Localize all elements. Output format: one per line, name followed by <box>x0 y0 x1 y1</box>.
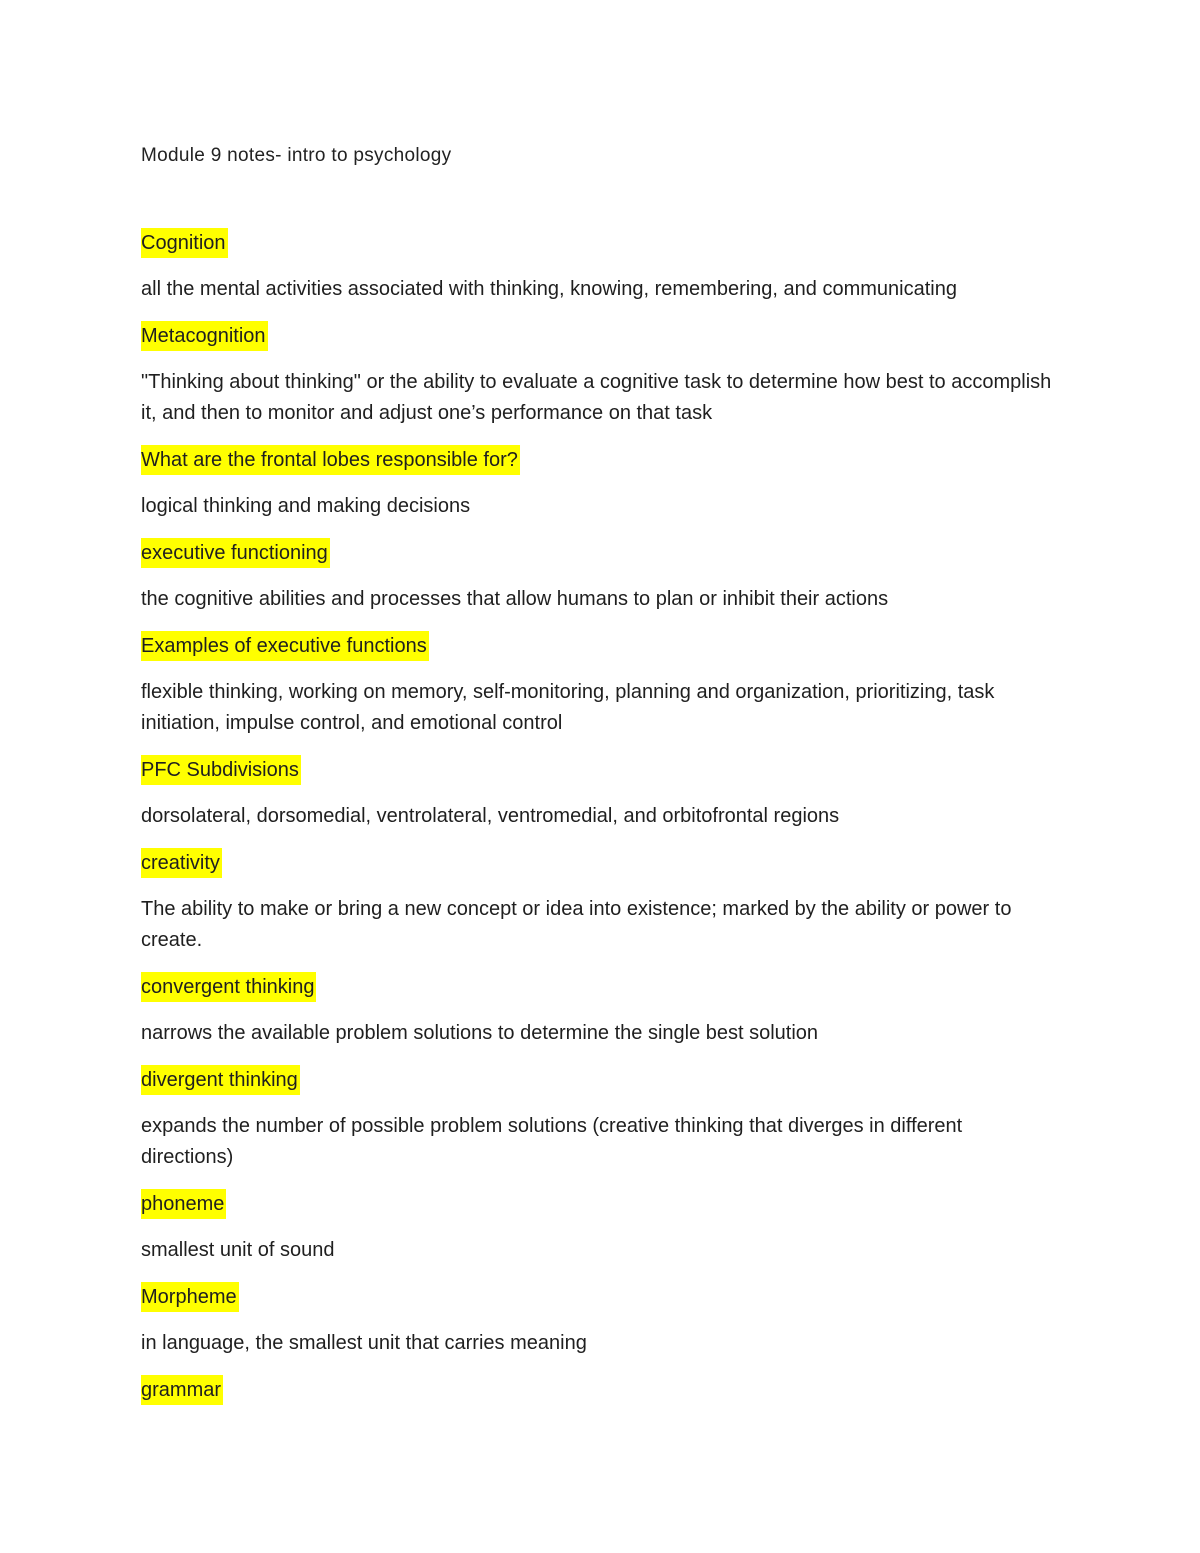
definition-cognition: all the mental activities associated with thinking, knowing, remembering, and communicating <box>141 278 957 300</box>
term-row <box>141 1375 1056 1405</box>
definition-divergent-thinking: expands the number of possible problem solutions (creative thinking that diverges in different directions) <box>141 1115 963 1168</box>
term-divergent-thinking: divergent thinking <box>141 1065 300 1095</box>
term-grammar: grammar <box>141 1375 223 1405</box>
definition-morpheme: in language, the smallest unit that carries meaning <box>141 1332 587 1354</box>
term-creativity: creativity <box>141 848 222 878</box>
definition-pfc-subdivisions: dorsolateral, dorsomedial, ventrolateral, ventromedial, and orbitofrontal regions <box>141 805 840 827</box>
term-row <box>141 445 1056 475</box>
term-metacognition: Metacognition <box>141 321 268 351</box>
term-row <box>141 1282 1056 1312</box>
definition-metacognition: "Thinking about thinking" or the ability to evaluate a cognitive task to determine how best to accomplish it, and then to monitor and adjust one’s performance on that task <box>141 371 1052 424</box>
term-cognition: Cognition <box>141 228 228 258</box>
term-frontal-lobes: What are the frontal lobes responsible for? <box>141 445 520 475</box>
term-morpheme: Morpheme <box>141 1282 239 1312</box>
definition-creativity: The ability to make or bring a new concept or idea into existence; marked by the ability or power to create. <box>141 898 1012 951</box>
term-row <box>141 631 1056 661</box>
term-examples-executive-functions: Examples of executive functions <box>141 631 429 661</box>
term-row <box>141 972 1056 1002</box>
term-row <box>141 1189 1056 1219</box>
document-title: Module 9 notes- intro to psychology <box>141 145 452 166</box>
term-phoneme: phoneme <box>141 1189 226 1219</box>
definition-executive-functioning: the cognitive abilities and processes that allow humans to plan or inhibit their actions <box>141 588 889 610</box>
notes-list <box>141 228 1056 1421</box>
term-row <box>141 538 1056 568</box>
term-pfc-subdivisions: PFC Subdivisions <box>141 755 301 785</box>
term-executive-functioning: executive functioning <box>141 538 330 568</box>
term-row <box>141 321 1056 351</box>
term-row <box>141 848 1056 878</box>
definition-convergent-thinking: narrows the available problem solutions to determine the single best solution <box>141 1022 819 1044</box>
term-row <box>141 755 1056 785</box>
term-convergent-thinking: convergent thinking <box>141 972 316 1002</box>
definition-examples-executive-functions: flexible thinking, working on memory, self-monitoring, planning and organization, prioritizing, task initiation, impulse control, and emotional control <box>141 681 995 734</box>
definition-phoneme: smallest unit of sound <box>141 1239 335 1261</box>
definition-frontal-lobes: logical thinking and making decisions <box>141 495 471 517</box>
term-row <box>141 1065 1056 1095</box>
term-row <box>141 228 1056 258</box>
